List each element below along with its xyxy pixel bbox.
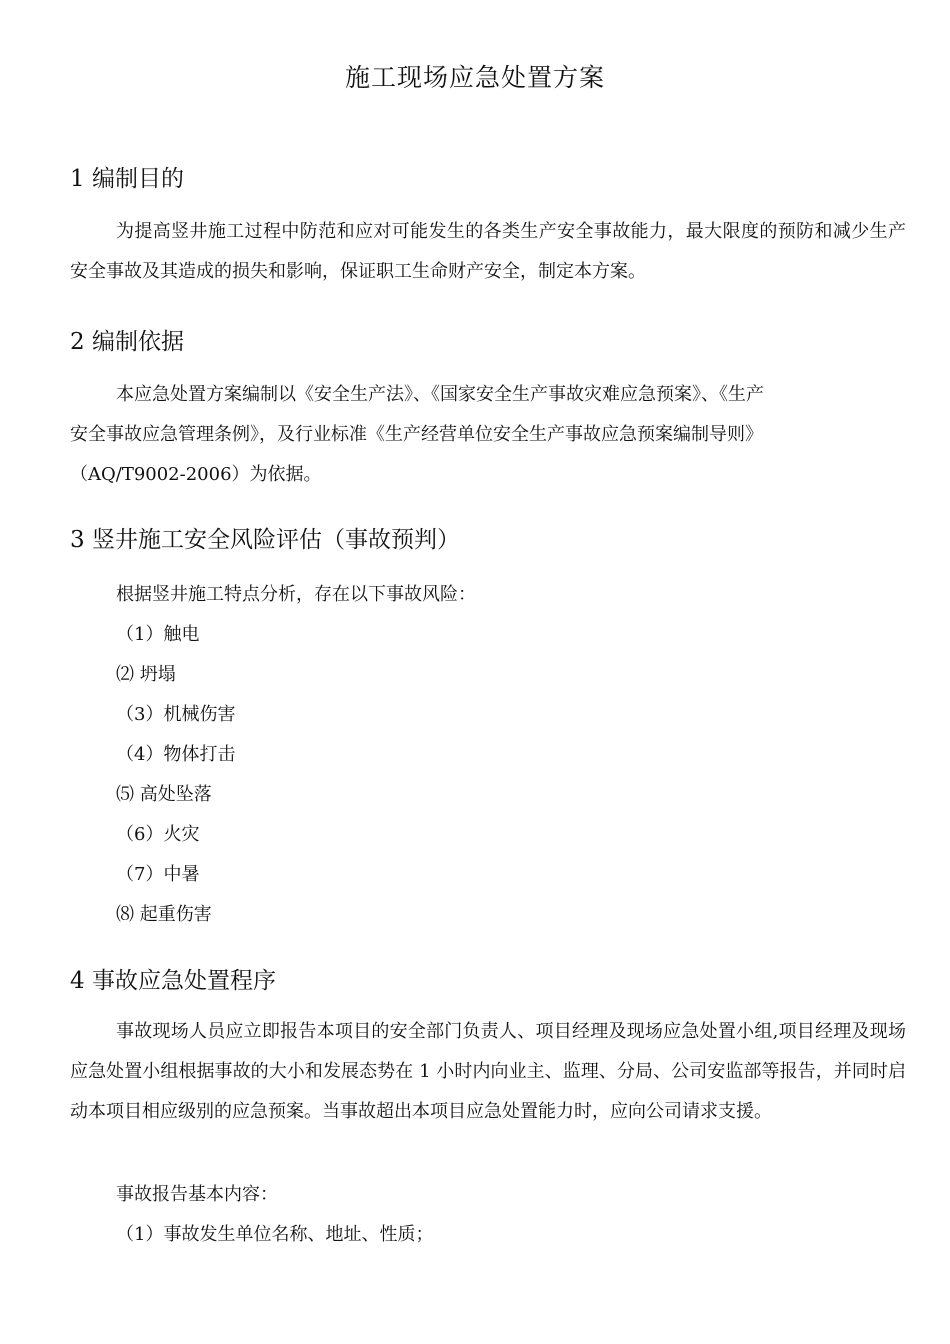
risk-list-item: （6）火灾 (116, 824, 200, 845)
section-4-heading: 4 事故应急处置程序 (70, 968, 276, 994)
section-3-heading: 3 竖井施工安全风险评估（事故预判） (70, 527, 460, 553)
section-2-line-1: 本应急处置方案编制以《安全生产法》、《国家安全生产事故灾难应急预案》、《生产 (116, 384, 764, 405)
section-2-line-2: 安全事故应急管理条例》，及行业标准《生产经营单位安全生产事故应急预案编制导则》 (70, 424, 763, 445)
risk-list-item: （7）中暑 (116, 864, 200, 885)
section-1-paragraph: 为提高竖井施工过程中防范和应对可能发生的各类生产安全事故能力，最大限度的预防和减少生产安全事故及其造成的损失和影响，保证职工生命财产安全，制定本方案。 (70, 221, 906, 282)
document-title: 施工现场应急处置方案 (344, 63, 605, 92)
risk-list-item: ⑸ 高处坠落 (116, 784, 212, 805)
section-2-line-3: （AQ/T9002-2006）为依据。 (70, 464, 322, 485)
risk-list-item: （3）机械伤害 (116, 704, 236, 725)
section-1-heading: 1 编制目的 (70, 166, 184, 192)
risk-list-item: （1）触电 (116, 624, 200, 645)
section-2-heading: 2 编制依据 (70, 329, 184, 355)
section-4-paragraph: 事故现场人员应立即报告本项目的安全部门负责人、项目经理及现场应急处置小组,项目经理及现场应急处置小组根据事故的大小和发展态势在 1 小时内向业主、监理、分局、公司安监部等报告，并同时启动本项目相应级别的应急预案。当事故超出本项目应急处置能力时，应向公司请求支援。 (70, 1021, 906, 1122)
section-3-intro: 根据竖井施工特点分析，存在以下事故风险： (116, 584, 476, 605)
risk-list-item: ⑻ 起重伤害 (116, 904, 212, 925)
report-list-item: （1）事故发生单位名称、地址、性质； (116, 1224, 434, 1245)
risk-list-item: （4）物体打击 (116, 744, 236, 765)
risk-list-item: ⑵ 坍塌 (116, 664, 176, 685)
report-intro: 事故报告基本内容： (116, 1184, 278, 1205)
